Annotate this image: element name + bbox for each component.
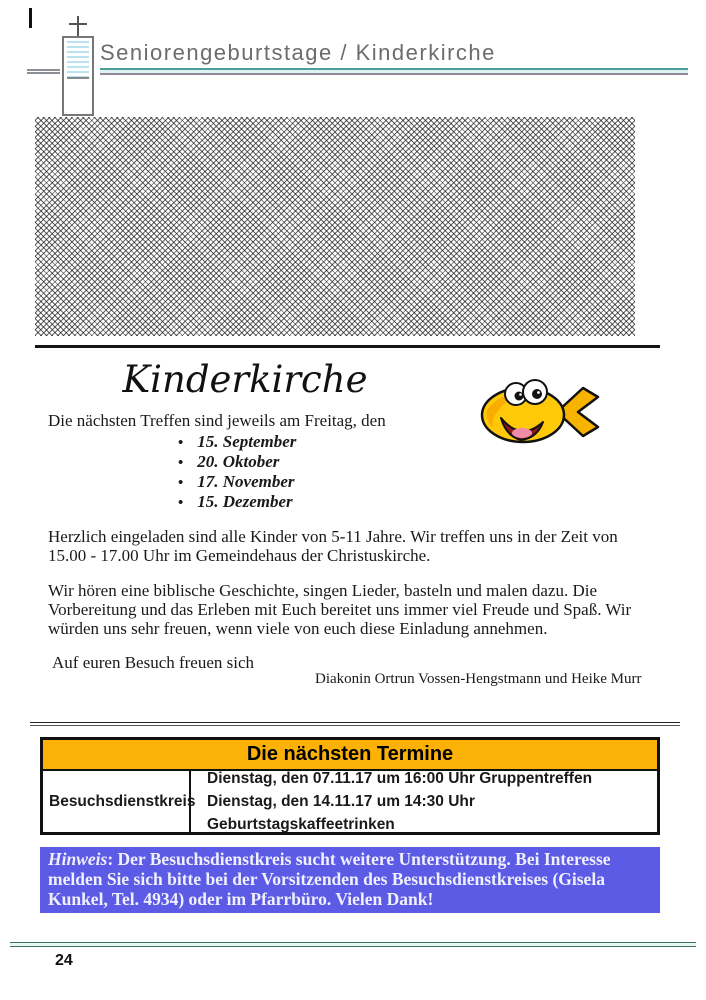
list-item: • 20. Oktober (178, 452, 296, 472)
divider-double-rule (30, 722, 680, 726)
hinweis-box (40, 847, 660, 913)
list-item: • 17. November (178, 472, 296, 492)
table-header: Die nächsten Termine (43, 740, 657, 771)
row-label-cell: Besuchsdienstkreis (43, 771, 191, 832)
appointment-line: Dienstag, den 07.11.17 um 16:00 Uhr Gruppentreffen (207, 770, 593, 787)
cross-icon (69, 23, 87, 25)
paragraph: Herzlich eingeladen sind alle Kinder von 5-11 Jahre. Wir treffen uns in der Zeit von 15.00 - 17.00 Uhr im Gemeindehaus der Christuskirche. (48, 527, 618, 565)
tower-window (67, 41, 89, 79)
paragraph: Wir hören eine biblische Geschichte, singen Lieder, basteln und malen dazu. Die Vorbereitung und das Erleben mit Euch bereitet uns immer viel Freude und Spaß. Wir würden uns sehr freuen, wenn viele von euch diese Einladung annehmen. (48, 581, 632, 638)
header-rule-left (27, 69, 60, 74)
section-divider-rule (35, 345, 660, 348)
cross-icon (77, 16, 79, 38)
redacted-photo-placeholder (35, 117, 635, 336)
tower-shape (62, 36, 94, 116)
crop-mark (29, 8, 32, 28)
row-value-cell (191, 771, 657, 832)
hinweis-label: Hinweis (48, 849, 108, 869)
header-rule (100, 68, 688, 75)
footer-rule (10, 942, 696, 947)
signature-text: Diakonin Ortrun Vossen-Hengstmann und Heike Murr (315, 671, 642, 687)
dates-list (178, 432, 296, 512)
intro-text: Die nächsten Treffen sind jeweils am Freitag, den (48, 411, 386, 430)
hinweis-text: : Der Besuchsdienstkreis sucht weitere Unterstützung. Bei Interesse melden Sie sich bitte bei der Vorsitzenden des Besuchsdienstkreises (Gisela Kunkel, Tel. 4934) oder im Pfarrbüro. Vielen Dank! (48, 849, 611, 909)
section-heading: Kinderkirche (122, 358, 368, 401)
church-tower-icon (58, 14, 98, 114)
termine-table (40, 737, 660, 835)
page-number: 24 (55, 952, 73, 969)
page-title: Seniorengeburtstage / Kinderkirche (100, 40, 496, 65)
list-item: • 15. September (178, 432, 296, 452)
closing-text: Auf euren Besuch freuen sich (52, 653, 255, 672)
fish-illustration (477, 376, 605, 448)
table-row (43, 771, 657, 832)
list-item: • 15. Dezember (178, 492, 296, 512)
appointment-line: Dienstag, den 14.11.17 um 14:30 Uhr Geburtstagskaffeetrinken (207, 793, 475, 833)
